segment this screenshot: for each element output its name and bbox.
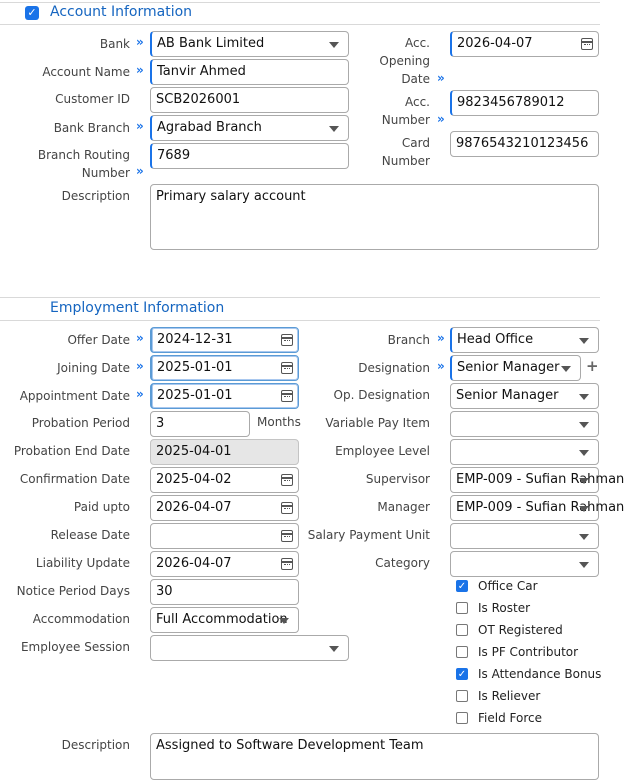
manager-select[interactable]: EMP-009 - Sufian Rahman <box>450 495 599 521</box>
required-marker-icon: » <box>136 35 144 49</box>
bank-select[interactable]: AB Bank Limited <box>150 31 349 57</box>
is-reliever-label: Is Reliever <box>478 689 541 703</box>
joining-date-label: Joining Date <box>57 361 130 375</box>
employee-session-label: Employee Session <box>20 640 130 654</box>
notice-period-input[interactable]: 30 <box>150 579 299 605</box>
employment-section-title: Employment Information <box>50 300 225 316</box>
chevron-down-icon <box>329 646 339 652</box>
account-name-label: Account Name <box>42 65 130 79</box>
is-pf-contributor-checkbox[interactable] <box>456 646 468 658</box>
offer-date-label: Offer Date <box>67 333 130 347</box>
acc-number-input[interactable]: 9823456789012 <box>450 90 599 116</box>
account-name-input[interactable]: Tanvir Ahmed <box>150 59 349 85</box>
is-attendance-bonus-checkbox[interactable]: ✓ <box>457 669 467 680</box>
required-marker-icon: » <box>437 359 445 373</box>
supervisor-select[interactable]: EMP-009 - Sufian Rahman <box>450 467 599 493</box>
acc-number-label: Acc. Number <box>381 95 430 127</box>
ot-registered-checkbox[interactable] <box>456 624 468 636</box>
required-marker-icon: » <box>437 71 445 85</box>
calendar-icon[interactable] <box>281 474 293 486</box>
required-marker-icon: » <box>136 387 144 401</box>
ot-registered-label: OT Registered <box>478 623 563 637</box>
salary-payment-unit-select[interactable] <box>450 523 599 549</box>
probation-end-input: 2025-04-01 <box>150 439 299 465</box>
joining-date-input[interactable]: 2025-01-01 <box>150 355 299 381</box>
customer-id-label: Customer ID <box>55 92 130 106</box>
office-car-checkbox[interactable]: ✓ <box>457 581 467 592</box>
calendar-icon[interactable] <box>281 502 293 514</box>
section-divider <box>0 297 600 298</box>
required-marker-icon: » <box>136 164 144 178</box>
card-number-input[interactable]: 9876543210123456 <box>450 131 599 157</box>
is-roster-label: Is Roster <box>478 601 531 615</box>
section-top-border <box>0 2 600 3</box>
account-description-label: Description <box>61 189 130 203</box>
probation-unit-label: Months <box>257 415 301 429</box>
add-designation-icon[interactable]: + <box>586 357 599 375</box>
required-marker-icon: » <box>437 331 445 345</box>
calendar-icon[interactable] <box>281 390 293 402</box>
office-car-label: Office Car <box>478 579 538 593</box>
calendar-icon[interactable] <box>281 558 293 570</box>
offer-date-input[interactable]: 2024-12-31 <box>150 327 299 353</box>
designation-label: Designation <box>358 361 430 375</box>
opening-date-label: Acc. Opening Date <box>379 36 430 86</box>
employment-description-textarea[interactable]: Assigned to Software Development Team <box>150 733 599 780</box>
liability-update-label: Liability Update <box>35 556 130 570</box>
is-pf-contributor-label: Is PF Contributor <box>478 645 579 659</box>
required-marker-icon: » <box>136 119 144 133</box>
employee-level-label: Employee Level <box>335 444 430 458</box>
designation-select[interactable]: Senior Manager <box>450 355 581 381</box>
chevron-down-icon <box>579 478 589 484</box>
category-select[interactable] <box>450 551 599 577</box>
opening-date-input[interactable]: 2026-04-07 <box>450 31 599 57</box>
field-force-label: Field Force <box>478 711 542 725</box>
calendar-icon[interactable] <box>581 38 593 50</box>
section-divider <box>0 320 600 321</box>
employee-level-select[interactable] <box>450 439 599 465</box>
paid-upto-label: Paid upto <box>73 500 130 514</box>
required-marker-icon: » <box>136 63 144 77</box>
calendar-icon[interactable] <box>281 362 293 374</box>
liability-update-input[interactable]: 2026-04-07 <box>150 551 299 577</box>
required-marker-icon: » <box>437 112 445 126</box>
accommodation-label: Accommodation <box>32 612 130 626</box>
branch-routing-input[interactable]: 7689 <box>150 143 349 169</box>
appointment-date-input[interactable]: 2025-01-01 <box>150 383 299 409</box>
op-designation-label: Op. Designation <box>333 388 430 402</box>
customer-id-input[interactable]: SCB2026001 <box>150 87 349 113</box>
is-roster-checkbox[interactable] <box>456 602 468 614</box>
notice-period-label: Notice Period Days <box>16 584 130 598</box>
required-marker-icon: » <box>136 359 144 373</box>
release-date-input[interactable] <box>150 523 299 549</box>
chevron-down-icon <box>329 126 339 132</box>
account-description-textarea[interactable]: Primary salary account <box>150 184 599 250</box>
calendar-icon[interactable] <box>281 334 293 346</box>
calendar-icon[interactable] <box>281 530 293 542</box>
chevron-down-icon <box>579 394 589 400</box>
confirmation-date-label: Confirmation Date <box>19 472 130 486</box>
account-section-checkbox[interactable]: ✓ <box>25 6 39 20</box>
chevron-down-icon <box>579 422 589 428</box>
chevron-down-icon <box>579 506 589 512</box>
bank-label: Bank <box>99 37 130 51</box>
variable-pay-select[interactable] <box>450 411 599 437</box>
appointment-date-label: Appointment Date <box>19 389 130 403</box>
salary-payment-unit-label: Salary Payment Unit <box>307 528 430 542</box>
variable-pay-label: Variable Pay Item <box>325 416 430 430</box>
required-marker-icon: » <box>136 331 144 345</box>
chevron-down-icon <box>279 618 289 624</box>
is-attendance-bonus-label: Is Attendance Bonus <box>478 667 602 681</box>
branch-select[interactable]: Head Office <box>450 327 599 353</box>
accommodation-select[interactable]: Full Accommodation <box>150 607 299 633</box>
release-date-label: Release Date <box>50 528 130 542</box>
chevron-down-icon <box>579 450 589 456</box>
bank-branch-label: Bank Branch <box>53 121 130 135</box>
bank-branch-select[interactable]: Agrabad Branch <box>150 115 349 141</box>
paid-upto-input[interactable]: 2026-04-07 <box>150 495 299 521</box>
chevron-down-icon <box>561 366 571 372</box>
supervisor-label: Supervisor <box>365 472 430 486</box>
probation-period-label: Probation Period <box>31 416 130 430</box>
is-reliever-checkbox[interactable] <box>456 690 468 702</box>
account-section-title: Account Information <box>50 4 193 20</box>
employment-description-label: Description <box>61 738 130 752</box>
probation-period-input[interactable]: 3 <box>150 411 250 437</box>
op-designation-select[interactable]: Senior Manager <box>450 383 599 409</box>
chevron-down-icon <box>579 562 589 568</box>
field-force-checkbox[interactable] <box>456 712 468 724</box>
manager-label: Manager <box>377 500 430 514</box>
confirmation-date-input[interactable]: 2025-04-02 <box>150 467 299 493</box>
card-number-label: Card Number <box>381 136 430 168</box>
chevron-down-icon <box>579 338 589 344</box>
probation-end-label: Probation End Date <box>13 444 130 458</box>
chevron-down-icon <box>579 534 589 540</box>
section-divider <box>0 24 600 25</box>
branch-routing-label: Branch Routing Number <box>37 148 130 180</box>
employee-session-select[interactable] <box>150 635 349 661</box>
category-label: Category <box>375 556 430 570</box>
branch-label: Branch <box>387 333 430 347</box>
chevron-down-icon <box>329 42 339 48</box>
